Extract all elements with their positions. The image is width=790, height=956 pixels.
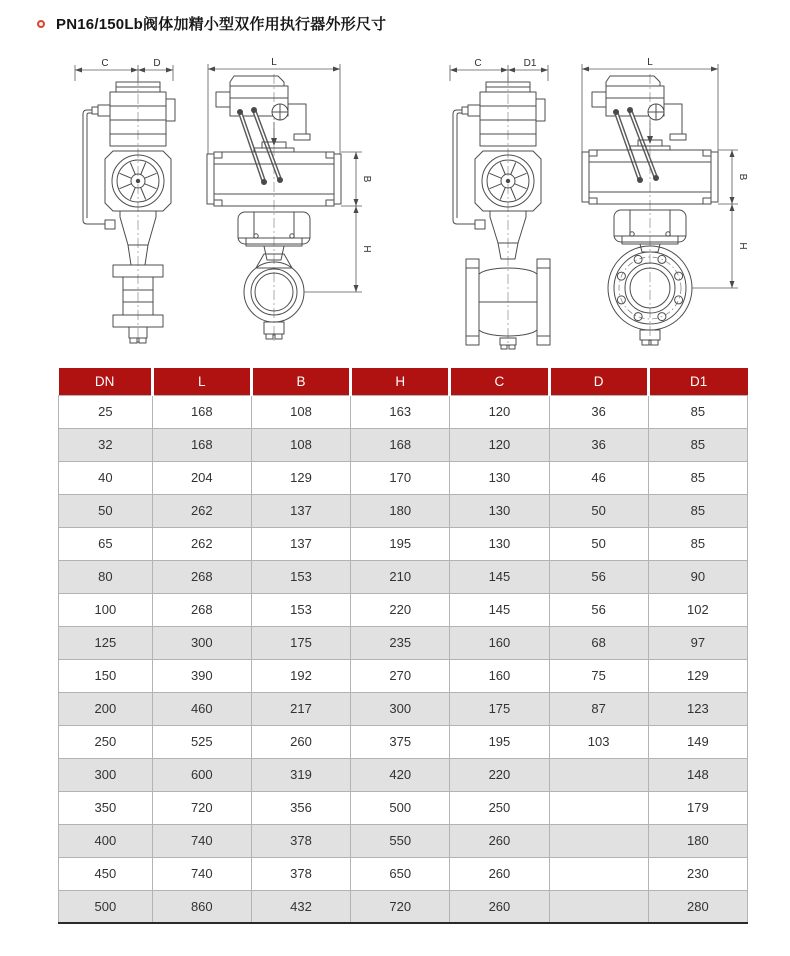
table-cell: 160	[450, 626, 549, 659]
table-cell: 262	[152, 527, 251, 560]
table-cell: 179	[648, 791, 747, 824]
table-cell: 85	[648, 428, 747, 461]
table-cell: 378	[251, 857, 350, 890]
col-header-d: D	[549, 368, 648, 395]
table-cell: 160	[450, 659, 549, 692]
table-cell: 163	[351, 395, 450, 428]
table-cell: 85	[648, 395, 747, 428]
table-cell: 200	[59, 692, 153, 725]
table-cell: 68	[549, 626, 648, 659]
table-row	[59, 593, 748, 626]
table-cell: 260	[450, 857, 549, 890]
table-body	[59, 395, 748, 923]
table-cell: 145	[450, 593, 549, 626]
table-cell: 168	[351, 428, 450, 461]
table-cell: 120	[450, 395, 549, 428]
table-cell	[549, 791, 648, 824]
technical-drawings	[0, 54, 790, 356]
table-cell: 356	[251, 791, 350, 824]
table-cell: 860	[152, 890, 251, 923]
table-cell: 130	[450, 527, 549, 560]
table-cell: 148	[648, 758, 747, 791]
table-cell: 85	[648, 461, 747, 494]
col-header-dn: DN	[59, 368, 153, 395]
table-cell: 268	[152, 593, 251, 626]
table-cell: 500	[59, 890, 153, 923]
table-cell: 180	[648, 824, 747, 857]
table-row	[59, 428, 748, 461]
table-cell	[549, 890, 648, 923]
table-cell: 460	[152, 692, 251, 725]
table-row	[59, 692, 748, 725]
table-cell: 168	[152, 428, 251, 461]
dim-label-d1: D1	[523, 58, 537, 69]
page-title-row	[37, 13, 386, 34]
table-row	[59, 560, 748, 593]
table-cell: 390	[152, 659, 251, 692]
table-cell: 56	[549, 593, 648, 626]
table-cell: 175	[251, 626, 350, 659]
table-cell	[549, 824, 648, 857]
table-cell: 720	[351, 890, 450, 923]
dim-label-d: D	[153, 58, 161, 69]
table-cell: 268	[152, 560, 251, 593]
table-cell: 149	[648, 725, 747, 758]
table-row	[59, 725, 748, 758]
table-cell	[549, 857, 648, 890]
table-cell: 262	[152, 494, 251, 527]
table-cell: 85	[648, 527, 747, 560]
table-cell: 235	[351, 626, 450, 659]
table-cell: 25	[59, 395, 153, 428]
table-cell: 50	[549, 494, 648, 527]
table-cell: 150	[59, 659, 153, 692]
dim-label-h: H	[361, 245, 372, 253]
table-cell: 36	[549, 428, 648, 461]
table-cell: 525	[152, 725, 251, 758]
table-cell: 300	[152, 626, 251, 659]
table-cell: 103	[549, 725, 648, 758]
table-cell: 400	[59, 824, 153, 857]
table-cell: 350	[59, 791, 153, 824]
table-row	[59, 461, 748, 494]
table-cell: 120	[450, 428, 549, 461]
table-cell: 550	[351, 824, 450, 857]
table-cell	[549, 758, 648, 791]
drawing-flanged-valve-front-view	[570, 54, 772, 352]
table-cell: 375	[351, 725, 450, 758]
table-cell: 195	[450, 725, 549, 758]
table-cell: 175	[450, 692, 549, 725]
table-cell: 50	[59, 494, 153, 527]
table-cell: 100	[59, 593, 153, 626]
table-cell: 600	[152, 758, 251, 791]
col-header-h: H	[351, 368, 450, 395]
table-row	[59, 626, 748, 659]
table-cell: 420	[351, 758, 450, 791]
table-row	[59, 890, 748, 923]
table-cell: 260	[251, 725, 350, 758]
drawing-wafer-valve-front-view	[194, 54, 396, 352]
table-cell: 87	[549, 692, 648, 725]
table-cell: 137	[251, 527, 350, 560]
table-cell: 56	[549, 560, 648, 593]
table-cell: 280	[648, 890, 747, 923]
table-cell: 740	[152, 857, 251, 890]
table-row	[59, 824, 748, 857]
table-cell: 170	[351, 461, 450, 494]
table-row	[59, 758, 748, 791]
drawing-flanged-valve-side-view	[430, 54, 592, 352]
table-cell: 145	[450, 560, 549, 593]
table-cell: 650	[351, 857, 450, 890]
table-cell: 125	[59, 626, 153, 659]
table-cell: 129	[251, 461, 350, 494]
col-header-c: C	[450, 368, 549, 395]
table-cell: 432	[251, 890, 350, 923]
table-cell: 300	[59, 758, 153, 791]
table-cell: 36	[549, 395, 648, 428]
table-row	[59, 395, 748, 428]
table-cell: 168	[152, 395, 251, 428]
table-cell: 250	[59, 725, 153, 758]
dim-label-l: L	[647, 57, 653, 68]
table-cell: 260	[450, 824, 549, 857]
table-cell: 75	[549, 659, 648, 692]
table-cell: 32	[59, 428, 153, 461]
table-cell: 80	[59, 560, 153, 593]
table-cell: 270	[351, 659, 450, 692]
table-cell: 378	[251, 824, 350, 857]
col-header-b: B	[251, 368, 350, 395]
table-cell: 740	[152, 824, 251, 857]
table-cell: 137	[251, 494, 350, 527]
table-cell: 108	[251, 428, 350, 461]
dim-label-b: B	[737, 173, 748, 181]
dim-label-b: B	[361, 175, 372, 183]
table-cell: 123	[648, 692, 747, 725]
table-row	[59, 857, 748, 890]
table-cell: 192	[251, 659, 350, 692]
table-cell: 102	[648, 593, 747, 626]
dimension-table	[58, 368, 748, 924]
table-cell: 180	[351, 494, 450, 527]
table-cell: 220	[351, 593, 450, 626]
dim-label-h: H	[737, 242, 748, 250]
table-cell: 450	[59, 857, 153, 890]
table-cell: 153	[251, 593, 350, 626]
table-cell: 129	[648, 659, 747, 692]
col-header-d1: D1	[648, 368, 747, 395]
table-cell: 130	[450, 494, 549, 527]
table-row	[59, 527, 748, 560]
table-cell: 300	[351, 692, 450, 725]
dim-label-c: C	[474, 58, 482, 69]
table-cell: 108	[251, 395, 350, 428]
table-cell: 500	[351, 791, 450, 824]
table-cell: 210	[351, 560, 450, 593]
table-row	[59, 494, 748, 527]
table-cell: 50	[549, 527, 648, 560]
table-cell: 153	[251, 560, 350, 593]
table-cell: 217	[251, 692, 350, 725]
table-row	[59, 659, 748, 692]
table-cell: 130	[450, 461, 549, 494]
table-cell: 319	[251, 758, 350, 791]
table-cell: 230	[648, 857, 747, 890]
table-cell: 97	[648, 626, 747, 659]
table-cell: 46	[549, 461, 648, 494]
table-cell: 220	[450, 758, 549, 791]
table-cell: 250	[450, 791, 549, 824]
table-cell: 195	[351, 527, 450, 560]
table-cell: 85	[648, 494, 747, 527]
table-cell: 260	[450, 890, 549, 923]
table-header-row	[59, 368, 748, 395]
table-cell: 65	[59, 527, 153, 560]
table-cell: 90	[648, 560, 747, 593]
table-cell: 204	[152, 461, 251, 494]
dim-label-l: L	[271, 57, 277, 68]
col-header-l: L	[152, 368, 251, 395]
table-cell: 720	[152, 791, 251, 824]
table-cell: 40	[59, 461, 153, 494]
dim-label-c: C	[101, 58, 109, 69]
page-title: PN16/150Lb阀体加精小型双作用执行器外形尺寸	[56, 16, 387, 33]
bullet-ring-icon	[37, 20, 45, 28]
table-row	[59, 791, 748, 824]
